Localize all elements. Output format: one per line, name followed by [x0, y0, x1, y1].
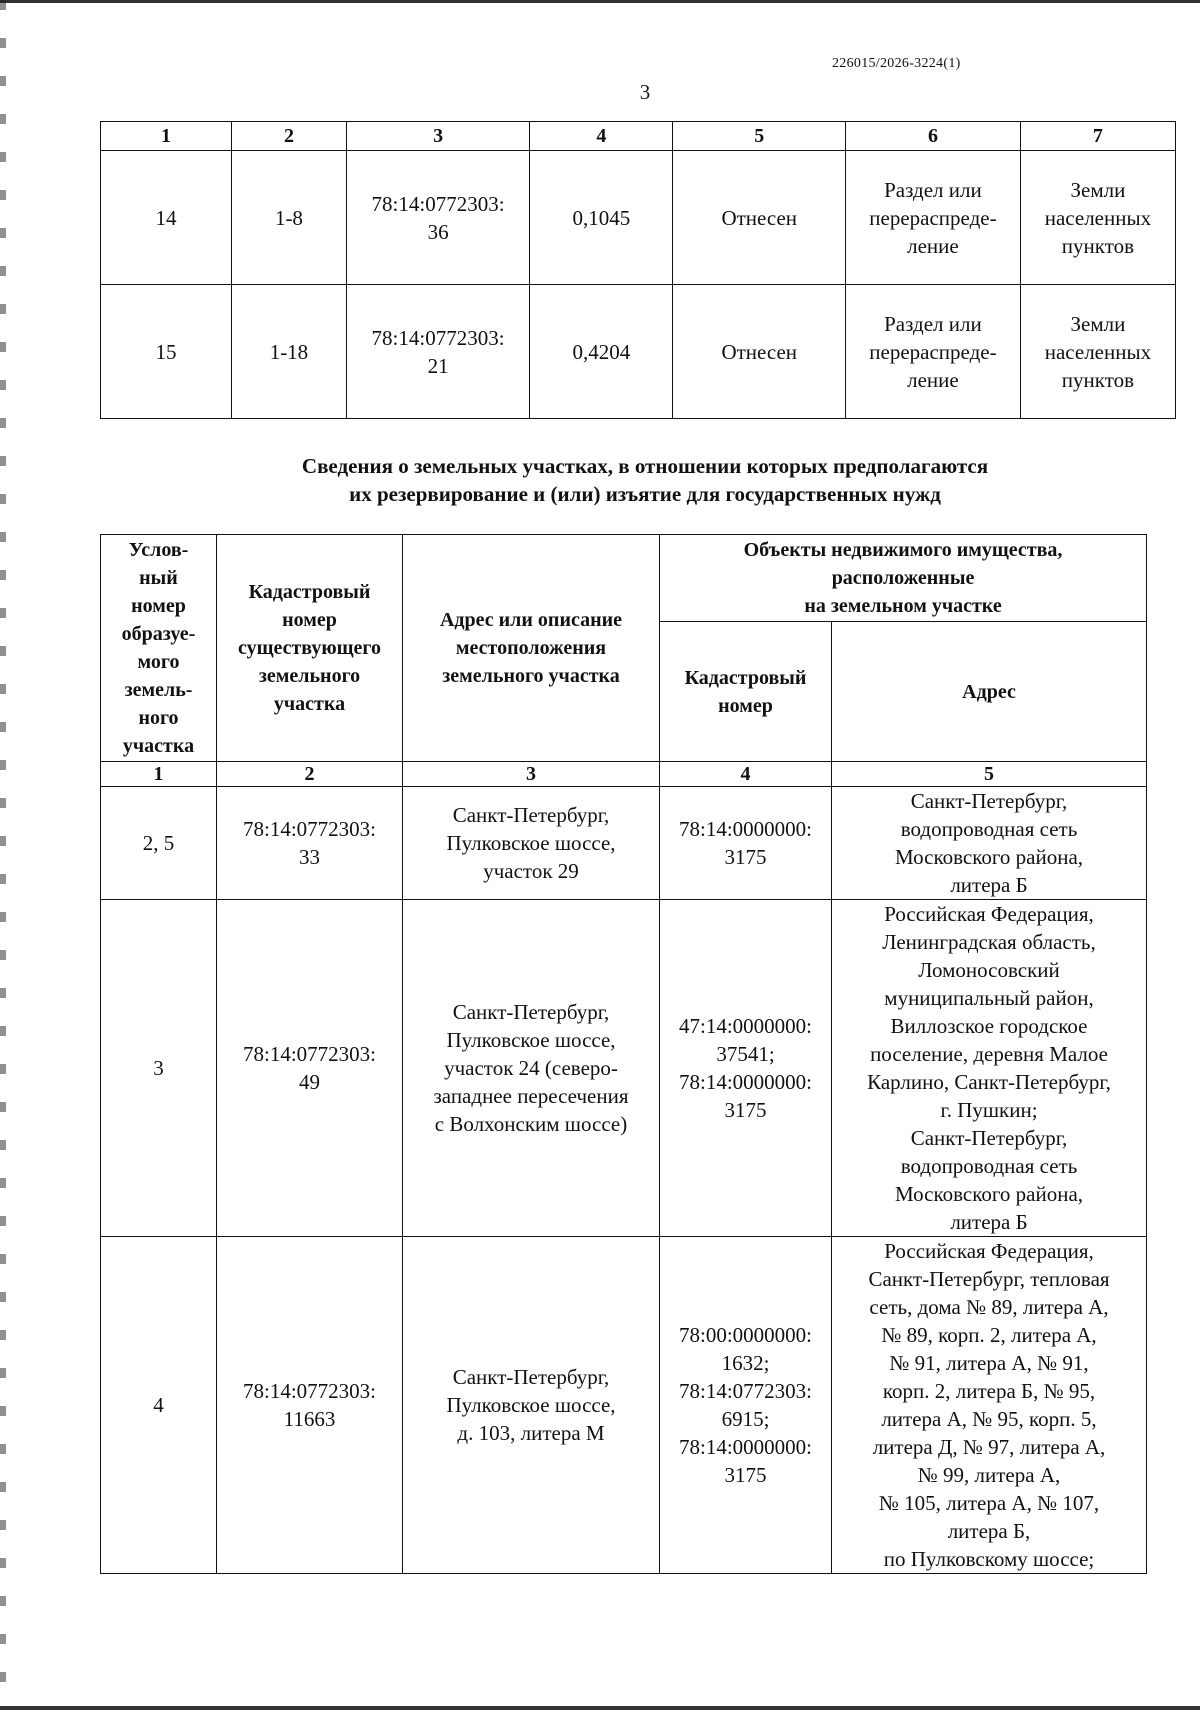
table-cell: 4 [101, 1237, 217, 1574]
table-cell: 0,1045 [530, 151, 673, 285]
column-number: 5 [832, 762, 1147, 787]
table-cell: Раздел или перераспреде- ление [846, 151, 1021, 285]
table-cell: Санкт-Петербург, Пулковское шоссе, участок 24 (северо- западнее пересечения с Волхонским шоссе) [403, 900, 660, 1237]
table-cell: Раздел или перераспреде- ление [846, 285, 1021, 419]
table-cell: 78:14:0772303: 11663 [217, 1237, 403, 1574]
top-scan-edge [0, 0, 1200, 3]
table-cell: 78:14:0000000: 3175 [660, 787, 832, 900]
column-number: 4 [660, 762, 832, 787]
header-real-estate-objects: Объекты недвижимого имущества, расположенные на земельном участке [660, 535, 1147, 622]
header-conditional-number: Услов- ный номер образуе- мого земель- ного участка [101, 535, 217, 762]
header-address-description: Адрес или описание местоположения земельного участка [403, 535, 660, 762]
table-cell: Российская Федерация, Ленинградская область, Ломоносовский муниципальный район, Виллозское городское поселение, деревня Малое Карлино, Санкт-Петербург, г. Пушкин; Санкт-Петербург, водопроводная сеть Московского района, литера Б [832, 900, 1147, 1237]
table-cell: 0,4204 [530, 285, 673, 419]
table-cell: 1-18 [232, 285, 347, 419]
column-number: 2 [217, 762, 403, 787]
land-plots-table [100, 121, 1176, 419]
table-cell: 2, 5 [101, 787, 217, 900]
table-row [101, 151, 1176, 285]
table-cell: 78:14:0772303: 49 [217, 900, 403, 1237]
column-number: 3 [403, 762, 660, 787]
page-number: 3 [639, 80, 651, 104]
column-number: 6 [846, 122, 1021, 151]
column-number: 3 [346, 122, 530, 151]
table-cell: 78:14:0772303: 36 [346, 151, 530, 285]
table-cell: Санкт-Петербург, водопроводная сеть Московского района, литера Б [832, 787, 1147, 900]
table-cell: 15 [101, 285, 232, 419]
table-cell: 14 [101, 151, 232, 285]
column-number: 2 [232, 122, 347, 151]
table-row [101, 285, 1176, 419]
section-title [100, 452, 1190, 508]
table-cell: Санкт-Петербург, Пулковское шоссе, д. 103, литера М [403, 1237, 660, 1574]
header-cadastral-number: Кадастровый номер существующего земельного участка [217, 535, 403, 762]
table-row [101, 900, 1147, 1237]
header-object-cadastral-number: Кадастровый номер [660, 622, 832, 762]
header-object-address: Адрес [832, 622, 1147, 762]
column-number: 1 [101, 762, 217, 787]
column-number-row [101, 762, 1147, 787]
table-row [101, 787, 1147, 900]
table-cell: Земли населенных пунктов [1020, 285, 1175, 419]
column-number: 7 [1020, 122, 1175, 151]
column-number: 5 [673, 122, 846, 151]
table-cell: Российская Федерация, Санкт-Петербург, тепловая сеть, дома № 89, литера А, № 89, корп. 2, литера А, № 91, литера А, № 91, корп. 2, литера Б, № 95, литера А, № 95, корп. 5, литера Д, № 97, литера А, № 99, литера А, № 105, литера А, № 107, литера Б, по Пулковскому шоссе; [832, 1237, 1147, 1574]
section-title-line: Сведения о земельных участках, в отношении которых предполагаются [301, 454, 989, 478]
section-title-line: их резервирование и (или) изъятие для государственных нужд [349, 482, 941, 506]
column-number-row [101, 122, 1176, 151]
table-cell: Отнесен [673, 151, 846, 285]
column-number: 4 [530, 122, 673, 151]
header-row [101, 535, 1147, 622]
document-id: 226015/2026-3224(1) [832, 56, 961, 71]
table-cell: Санкт-Петербург, Пулковское шоссе, участок 29 [403, 787, 660, 900]
left-scan-margin [0, 0, 6, 1710]
bottom-scan-edge [0, 1706, 1200, 1710]
table-cell: 78:00:0000000: 1632; 78:14:0772303: 6915; 78:14:0000000: 3175 [660, 1237, 832, 1574]
reservation-table [100, 534, 1147, 1574]
table-cell: Отнесен [673, 285, 846, 419]
table-cell: 1-8 [232, 151, 347, 285]
table-row [101, 1237, 1147, 1574]
table-cell: 78:14:0772303: 33 [217, 787, 403, 900]
table-cell: 47:14:0000000: 37541; 78:14:0000000: 3175 [660, 900, 832, 1237]
table-cell: 3 [101, 900, 217, 1237]
column-number: 1 [101, 122, 232, 151]
table-cell: Земли населенных пунктов [1020, 151, 1175, 285]
table-cell: 78:14:0772303: 21 [346, 285, 530, 419]
